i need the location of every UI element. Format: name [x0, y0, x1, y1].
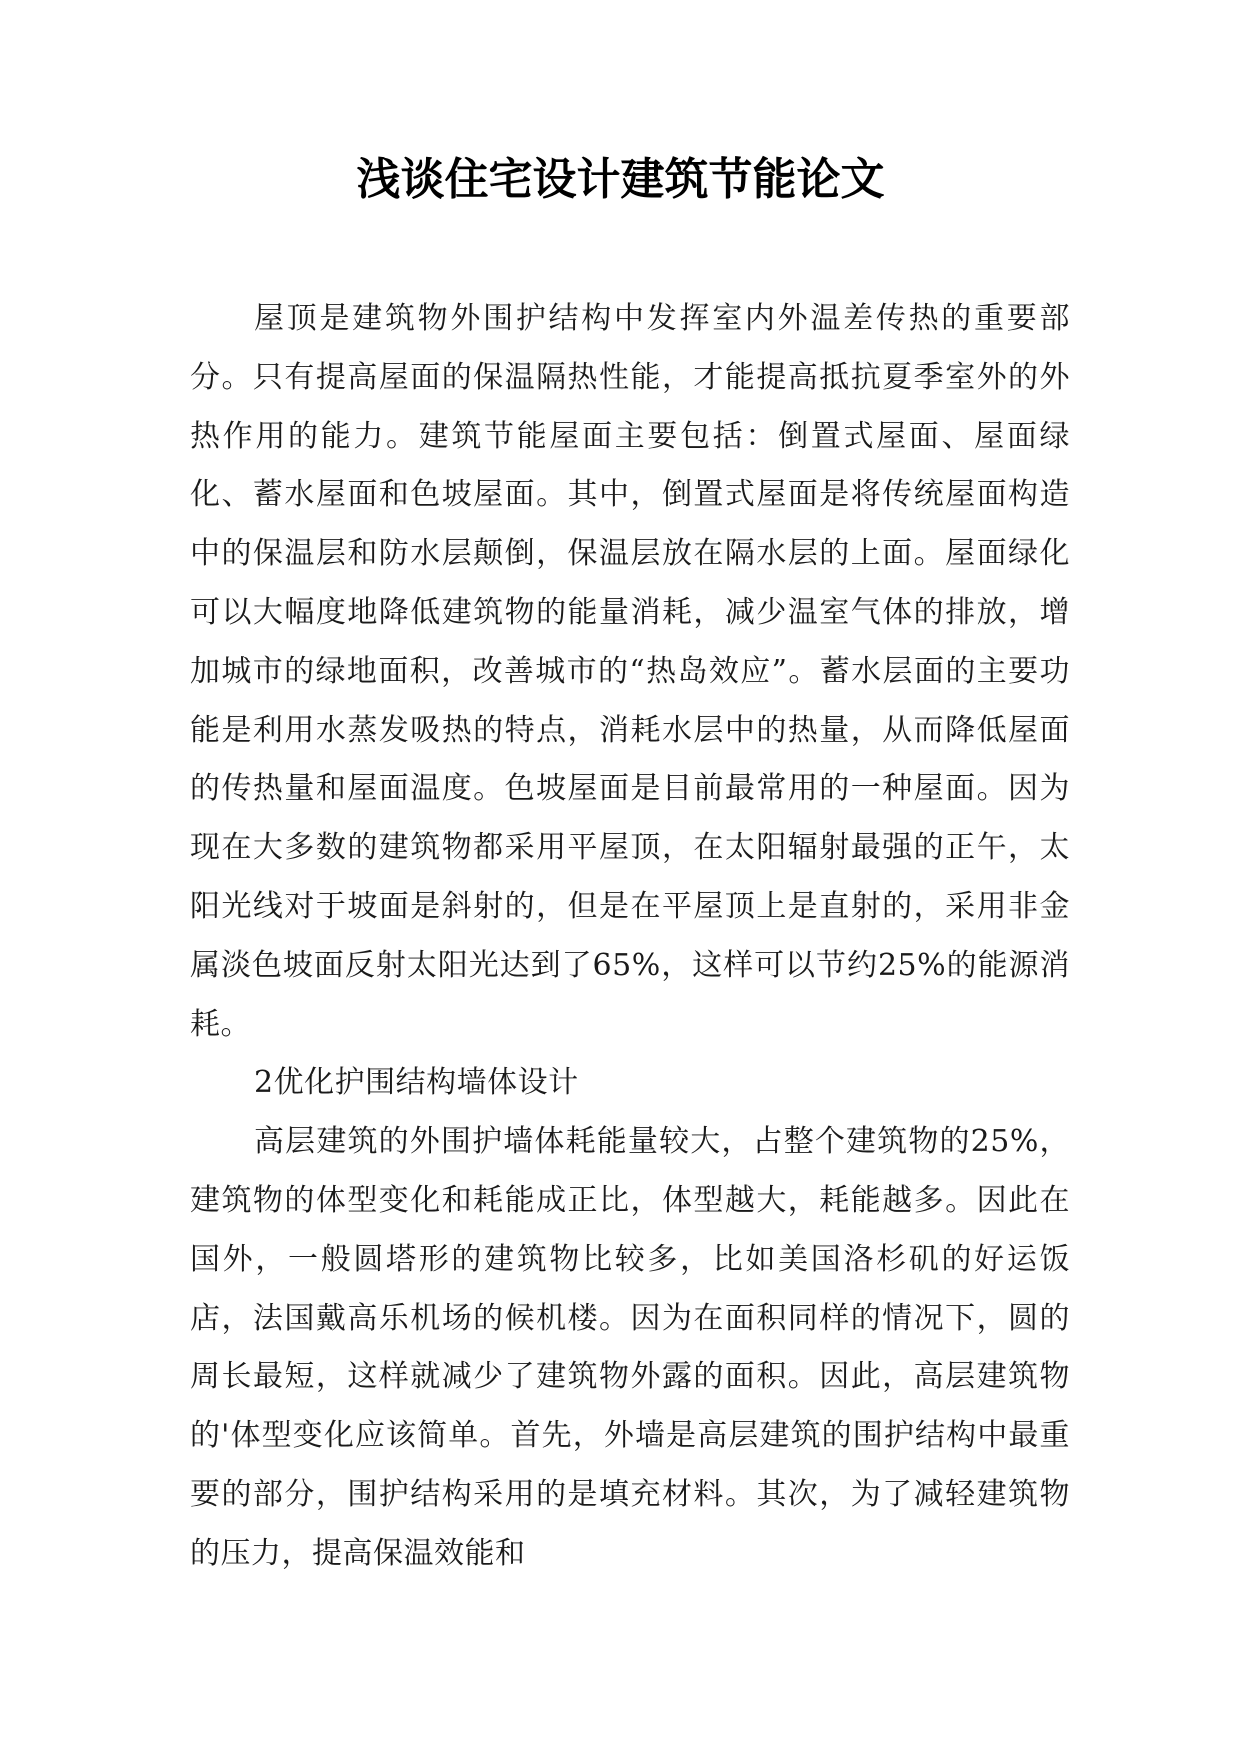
paragraph-roof-insulation: 屋顶是建筑物外围护结构中发挥室内外温差传热的重要部分。只有提高屋面的保温隔热性能，才能提高抵抗夏季室外的外热作用的能力。建筑节能屋面主要包括：倒置式屋面、屋面绿化、蓄水屋面和色坡屋面。其中，倒置式屋面是将传统屋面构造中的保温层和防水层颠倒，保温层放在隔水层的上面。屋面绿化可以大幅度地降低建筑物的能量消耗，减少温室气体的排放，增加城市的绿地面积，改善城市的“热岛效应”。蓄水层面的主要功能是利用水蒸发吸热的特点，消耗水层中的热量，从而降低屋面的传热量和屋面温度。色坡屋面是目前最常用的一种屋面。因为现在大多数的建筑物都采用平屋顶，在太阳辐射最强的正午，太阳光线对于坡面是斜射的，但是在平屋顶上是直射的，采用非金属淡色坡面反射太阳光达到了65%，这样可以节约25%的能源消耗。 [190, 301, 1070, 1042]
paragraph-wall-design: 高层建筑的外围护墙体耗能量较大，占整个建筑物的25%，建筑物的体型变化和耗能成正比，体型越大，耗能越多。因此在国外，一般圆塔形的建筑物比较多，比如美国洛杉矶的好运饭店，法国戴高乐机场的候机楼。因为在面积同样的情况下，圆的周长最短，这样就减少了建筑物外露的面积。因此，高层建筑物的'体型变化应该简单。首先，外墙是高层建筑的围护结构中最重要的部分，围护结构采用的是填充材料。其次，为了减轻建筑物的压力，提高保温效能和 [190, 1124, 1070, 1571]
section-heading-wall-design: 2优化护围结构墙体设计 [254, 1065, 579, 1101]
document-body [190, 290, 1070, 1584]
document-title: 浅谈住宅设计建筑节能论文 [356, 154, 885, 205]
